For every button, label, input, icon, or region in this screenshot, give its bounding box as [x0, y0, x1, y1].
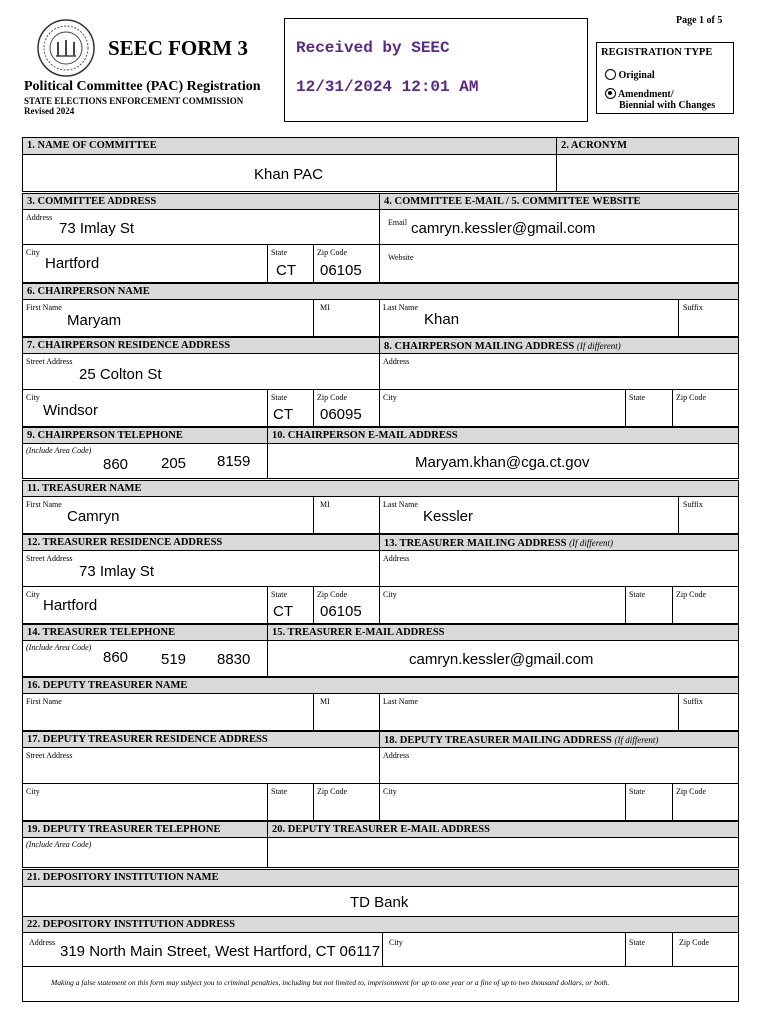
s12-city-field[interactable] — [22, 586, 268, 624]
s13-state-label: State — [629, 590, 645, 599]
s22-address-label: Address — [29, 938, 56, 947]
s19-phone-field[interactable] — [22, 837, 268, 868]
s6-first-label: First Name — [26, 303, 62, 312]
s9-note: (Include Area Code) — [26, 446, 92, 455]
s19-note: (Include Area Code) — [26, 840, 92, 849]
s11-last: Kessler — [423, 508, 474, 525]
s7-state-field[interactable] — [267, 389, 314, 427]
s18-title-note: (If different) — [614, 735, 659, 745]
s21-field[interactable] — [22, 886, 739, 917]
s17-zip-label: Zip Code — [317, 787, 347, 796]
s12-state: CT — [273, 603, 293, 620]
s18-title — [379, 731, 739, 748]
s14-note: (Include Area Code) — [26, 643, 92, 652]
s7-state-label: State — [271, 393, 287, 402]
s17-street-field[interactable] — [22, 747, 380, 784]
s18-zip-field[interactable] — [672, 783, 739, 821]
s22-address-field[interactable] — [22, 932, 383, 967]
s16-mi-label: MI — [320, 697, 330, 706]
s15-title: 15. TREASURER E-MAIL ADDRESS — [267, 624, 739, 641]
s4-title: 4. COMMITTEE E-MAIL / 5. COMMITTEE WEBSITE — [379, 193, 739, 210]
s7-city-label: City — [26, 393, 40, 402]
s7-zip-field[interactable] — [313, 389, 380, 427]
s11-mi-label: MI — [320, 500, 330, 509]
received-stamp-box — [284, 18, 588, 122]
s22-address: 319 North Main Street, West Hartford, CT 06117 — [60, 943, 381, 960]
s7-title: 7. CHAIRPERSON RESIDENCE ADDRESS — [22, 337, 380, 354]
s21-title: 21. DEPOSITORY INSTITUTION NAME — [22, 869, 739, 887]
s18-address-field[interactable] — [379, 747, 739, 784]
s17-street-label: Street Address — [26, 751, 73, 760]
state-seal — [36, 18, 96, 78]
s13-zip-field[interactable] — [672, 586, 739, 624]
s8-city-field[interactable] — [379, 389, 626, 427]
s12-zip: 06105 — [320, 603, 362, 620]
s12-city-label: City — [26, 590, 40, 599]
s22-state-field[interactable] — [625, 932, 673, 967]
s7-zip-label: Zip Code — [317, 393, 347, 402]
s6-first-field[interactable] — [22, 299, 314, 337]
s17-city-field[interactable] — [22, 783, 268, 821]
s13-title-note: (If different) — [569, 538, 613, 548]
s15-email-field[interactable] — [267, 640, 739, 677]
footer-box — [22, 966, 739, 1002]
s18-state-field[interactable] — [625, 783, 673, 821]
s18-city-label: City — [383, 787, 397, 796]
s13-zip-label: Zip Code — [676, 590, 706, 599]
s6-suffix-field[interactable] — [678, 299, 739, 337]
s8-state-label: State — [629, 393, 645, 402]
s6-mi-field[interactable] — [313, 299, 380, 337]
s16-title: 16. DEPUTY TREASURER NAME — [22, 677, 739, 694]
revised-date: Revised 2024 — [24, 106, 75, 116]
s4-email-field[interactable] — [379, 209, 739, 245]
s8-address-label: Address — [383, 357, 410, 366]
s22-zip-label: Zip Code — [679, 938, 709, 947]
s4-website-field[interactable] — [379, 244, 739, 283]
option-original-label: Original — [618, 70, 655, 81]
registration-type-box — [596, 42, 734, 114]
s9-line: 8159 — [217, 453, 251, 470]
s18-address-label: Address — [383, 751, 410, 760]
s12-street-field[interactable] — [22, 550, 380, 587]
s2-title: 2. ACRONYM — [556, 137, 739, 155]
s3-zip-label: Zip Code — [317, 248, 347, 257]
s6-first: Maryam — [67, 312, 122, 329]
s8-city-label: City — [383, 393, 397, 402]
s18-title-text: 18. DEPUTY TREASURER MAILING ADDRESS — [384, 735, 612, 746]
s11-first-label: First Name — [26, 500, 62, 509]
radio-amendment[interactable] — [605, 88, 616, 99]
s12-zip-field[interactable] — [313, 586, 380, 624]
option-amendment-label-2: Biennial with Changes — [619, 100, 716, 111]
s16-mi-field[interactable] — [313, 693, 380, 731]
s13-address-label: Address — [383, 554, 410, 563]
s16-first-field[interactable] — [22, 693, 314, 731]
s7-city-field[interactable] — [22, 389, 268, 427]
s3-address-field[interactable] — [22, 209, 380, 245]
s14-phone-field[interactable] — [22, 640, 268, 677]
s6-last: Khan — [424, 311, 460, 328]
s3-address-label: Address — [26, 213, 53, 222]
s22-state-label: State — [629, 938, 645, 947]
s3-title: 3. COMMITTEE ADDRESS — [22, 193, 380, 210]
s13-city-label: City — [383, 590, 397, 599]
s7-street-label: Street Address — [26, 357, 73, 366]
s3-state: CT — [276, 262, 296, 279]
s1-title: 1. NAME OF COMMITTEE — [22, 137, 557, 155]
s17-title: 17. DEPUTY TREASURER RESIDENCE ADDRESS — [22, 731, 380, 748]
s9-prefix: 205 — [161, 455, 187, 472]
s4-email-label: Email — [388, 218, 408, 227]
s16-last-label: Last Name — [383, 697, 418, 706]
s13-state-field[interactable] — [625, 586, 673, 624]
s11-title: 11. TREASURER NAME — [22, 480, 739, 497]
s9-title: 9. CHAIRPERSON TELEPHONE — [22, 427, 268, 444]
s10-email: Maryam.khan@cga.ct.gov — [415, 454, 590, 471]
acronym-field[interactable] — [556, 154, 739, 192]
s13-title — [379, 534, 739, 551]
s16-last-field[interactable] — [379, 693, 679, 731]
s4-email: camryn.kessler@gmail.com — [411, 220, 596, 237]
s12-city: Hartford — [43, 597, 98, 614]
s8-zip-field[interactable] — [672, 389, 739, 427]
s13-title-text: 13. TREASURER MAILING ADDRESS — [384, 538, 567, 549]
s8-zip-label: Zip Code — [676, 393, 706, 402]
s1-field[interactable] — [22, 154, 557, 192]
s11-first-field[interactable] — [22, 496, 314, 534]
s3-zip-field[interactable] — [313, 244, 380, 283]
s8-title — [379, 337, 739, 354]
s16-suffix-field[interactable] — [678, 693, 739, 731]
page-number: Page 1 of 5 — [676, 15, 723, 26]
s3-state-label: State — [271, 248, 287, 257]
s10-title: 10. CHAIRPERSON E-MAIL ADDRESS — [267, 427, 739, 444]
s11-last-field[interactable] — [379, 496, 679, 534]
s11-suffix-label: Suffix — [683, 500, 703, 509]
s10-email-field[interactable] — [267, 443, 739, 479]
form-subtitle: Political Committee (PAC) Registration — [24, 79, 261, 94]
footer-warning: Making a false statement on this form may subject you to criminal penalties, including but not limited to, imprisonment for up to one year or a fine of up to two thousand dollars, or both. — [51, 978, 610, 987]
s22-city-label: City — [389, 938, 403, 947]
s12-zip-label: Zip Code — [317, 590, 347, 599]
s6-suffix-label: Suffix — [683, 303, 703, 312]
s16-first-label: First Name — [26, 697, 62, 706]
s7-city: Windsor — [43, 402, 99, 419]
registration-type-title: REGISTRATION TYPE — [601, 47, 713, 58]
s14-prefix: 519 — [161, 651, 187, 668]
s16-suffix-label: Suffix — [683, 697, 703, 706]
s3-state-field[interactable] — [267, 244, 314, 283]
s8-address-field[interactable] — [379, 353, 739, 390]
s14-title: 14. TREASURER TELEPHONE — [22, 624, 268, 641]
s9-phone-field[interactable] — [22, 443, 268, 479]
agency-name: STATE ELECTIONS ENFORCEMENT COMMISSION — [24, 96, 244, 106]
s13-address-field[interactable] — [379, 550, 739, 587]
s7-state: CT — [273, 406, 293, 423]
s17-state-label: State — [271, 787, 287, 796]
received-label: Received by SEEC — [296, 39, 450, 57]
s7-zip: 06095 — [320, 406, 362, 423]
s17-state-field[interactable] — [267, 783, 314, 821]
s13-city-field[interactable] — [379, 586, 626, 624]
s22-zip-field[interactable] — [672, 932, 739, 967]
s6-mi-label: MI — [320, 303, 330, 312]
committee-name: Khan PAC — [254, 166, 323, 183]
s12-street: 73 Imlay St — [79, 563, 155, 580]
s20-title: 20. DEPUTY TREASURER E-MAIL ADDRESS — [267, 821, 739, 838]
s3-city-label: City — [26, 248, 40, 257]
s3-address: 73 Imlay St — [59, 220, 135, 237]
depository-name: TD Bank — [350, 894, 409, 911]
s14-area: 860 — [103, 649, 129, 666]
s12-state-field[interactable] — [267, 586, 314, 624]
s17-city-label: City — [26, 787, 40, 796]
s19-title: 19. DEPUTY TREASURER TELEPHONE — [22, 821, 268, 838]
s6-title: 6. CHAIRPERSON NAME — [22, 283, 739, 300]
s14-line: 8830 — [217, 651, 251, 668]
s9-area: 860 — [103, 456, 129, 473]
s15-email: camryn.kessler@gmail.com — [409, 651, 594, 668]
s11-suffix-field[interactable] — [678, 496, 739, 534]
s6-last-label: Last Name — [383, 303, 418, 312]
s17-zip-field[interactable] — [313, 783, 380, 821]
s3-city-field[interactable] — [22, 244, 268, 283]
s11-first: Camryn — [67, 508, 120, 525]
s3-zip: 06105 — [320, 262, 362, 279]
s8-state-field[interactable] — [625, 389, 673, 427]
s11-mi-field[interactable] — [313, 496, 380, 534]
option-amendment[interactable] — [605, 88, 715, 111]
s12-title: 12. TREASURER RESIDENCE ADDRESS — [22, 534, 380, 551]
s12-state-label: State — [271, 590, 287, 599]
s18-state-label: State — [629, 787, 645, 796]
s22-title: 22. DEPOSITORY INSTITUTION ADDRESS — [22, 916, 739, 933]
s12-street-label: Street Address — [26, 554, 73, 563]
s7-street: 25 Colton St — [79, 366, 162, 383]
s6-last-field[interactable] — [379, 299, 679, 337]
s20-email-field[interactable] — [267, 837, 739, 868]
s8-title-text: 8. CHAIRPERSON MAILING ADDRESS — [384, 341, 575, 352]
s3-city: Hartford — [45, 255, 100, 272]
radio-original[interactable] — [605, 69, 616, 80]
s7-street-field[interactable] — [22, 353, 380, 390]
received-datetime: 12/31/2024 12:01 AM — [296, 78, 479, 96]
s18-zip-label: Zip Code — [676, 787, 706, 796]
s4-website-label: Website — [388, 253, 414, 262]
option-original[interactable] — [605, 69, 655, 81]
option-amendment-label-1: Amendment/ — [617, 89, 674, 100]
s8-title-note: (If different) — [576, 341, 621, 351]
s11-last-label: Last Name — [383, 500, 418, 509]
form-title: SEEC FORM 3 — [108, 36, 249, 60]
s18-city-field[interactable] — [379, 783, 626, 821]
s22-city-field[interactable] — [382, 932, 626, 967]
